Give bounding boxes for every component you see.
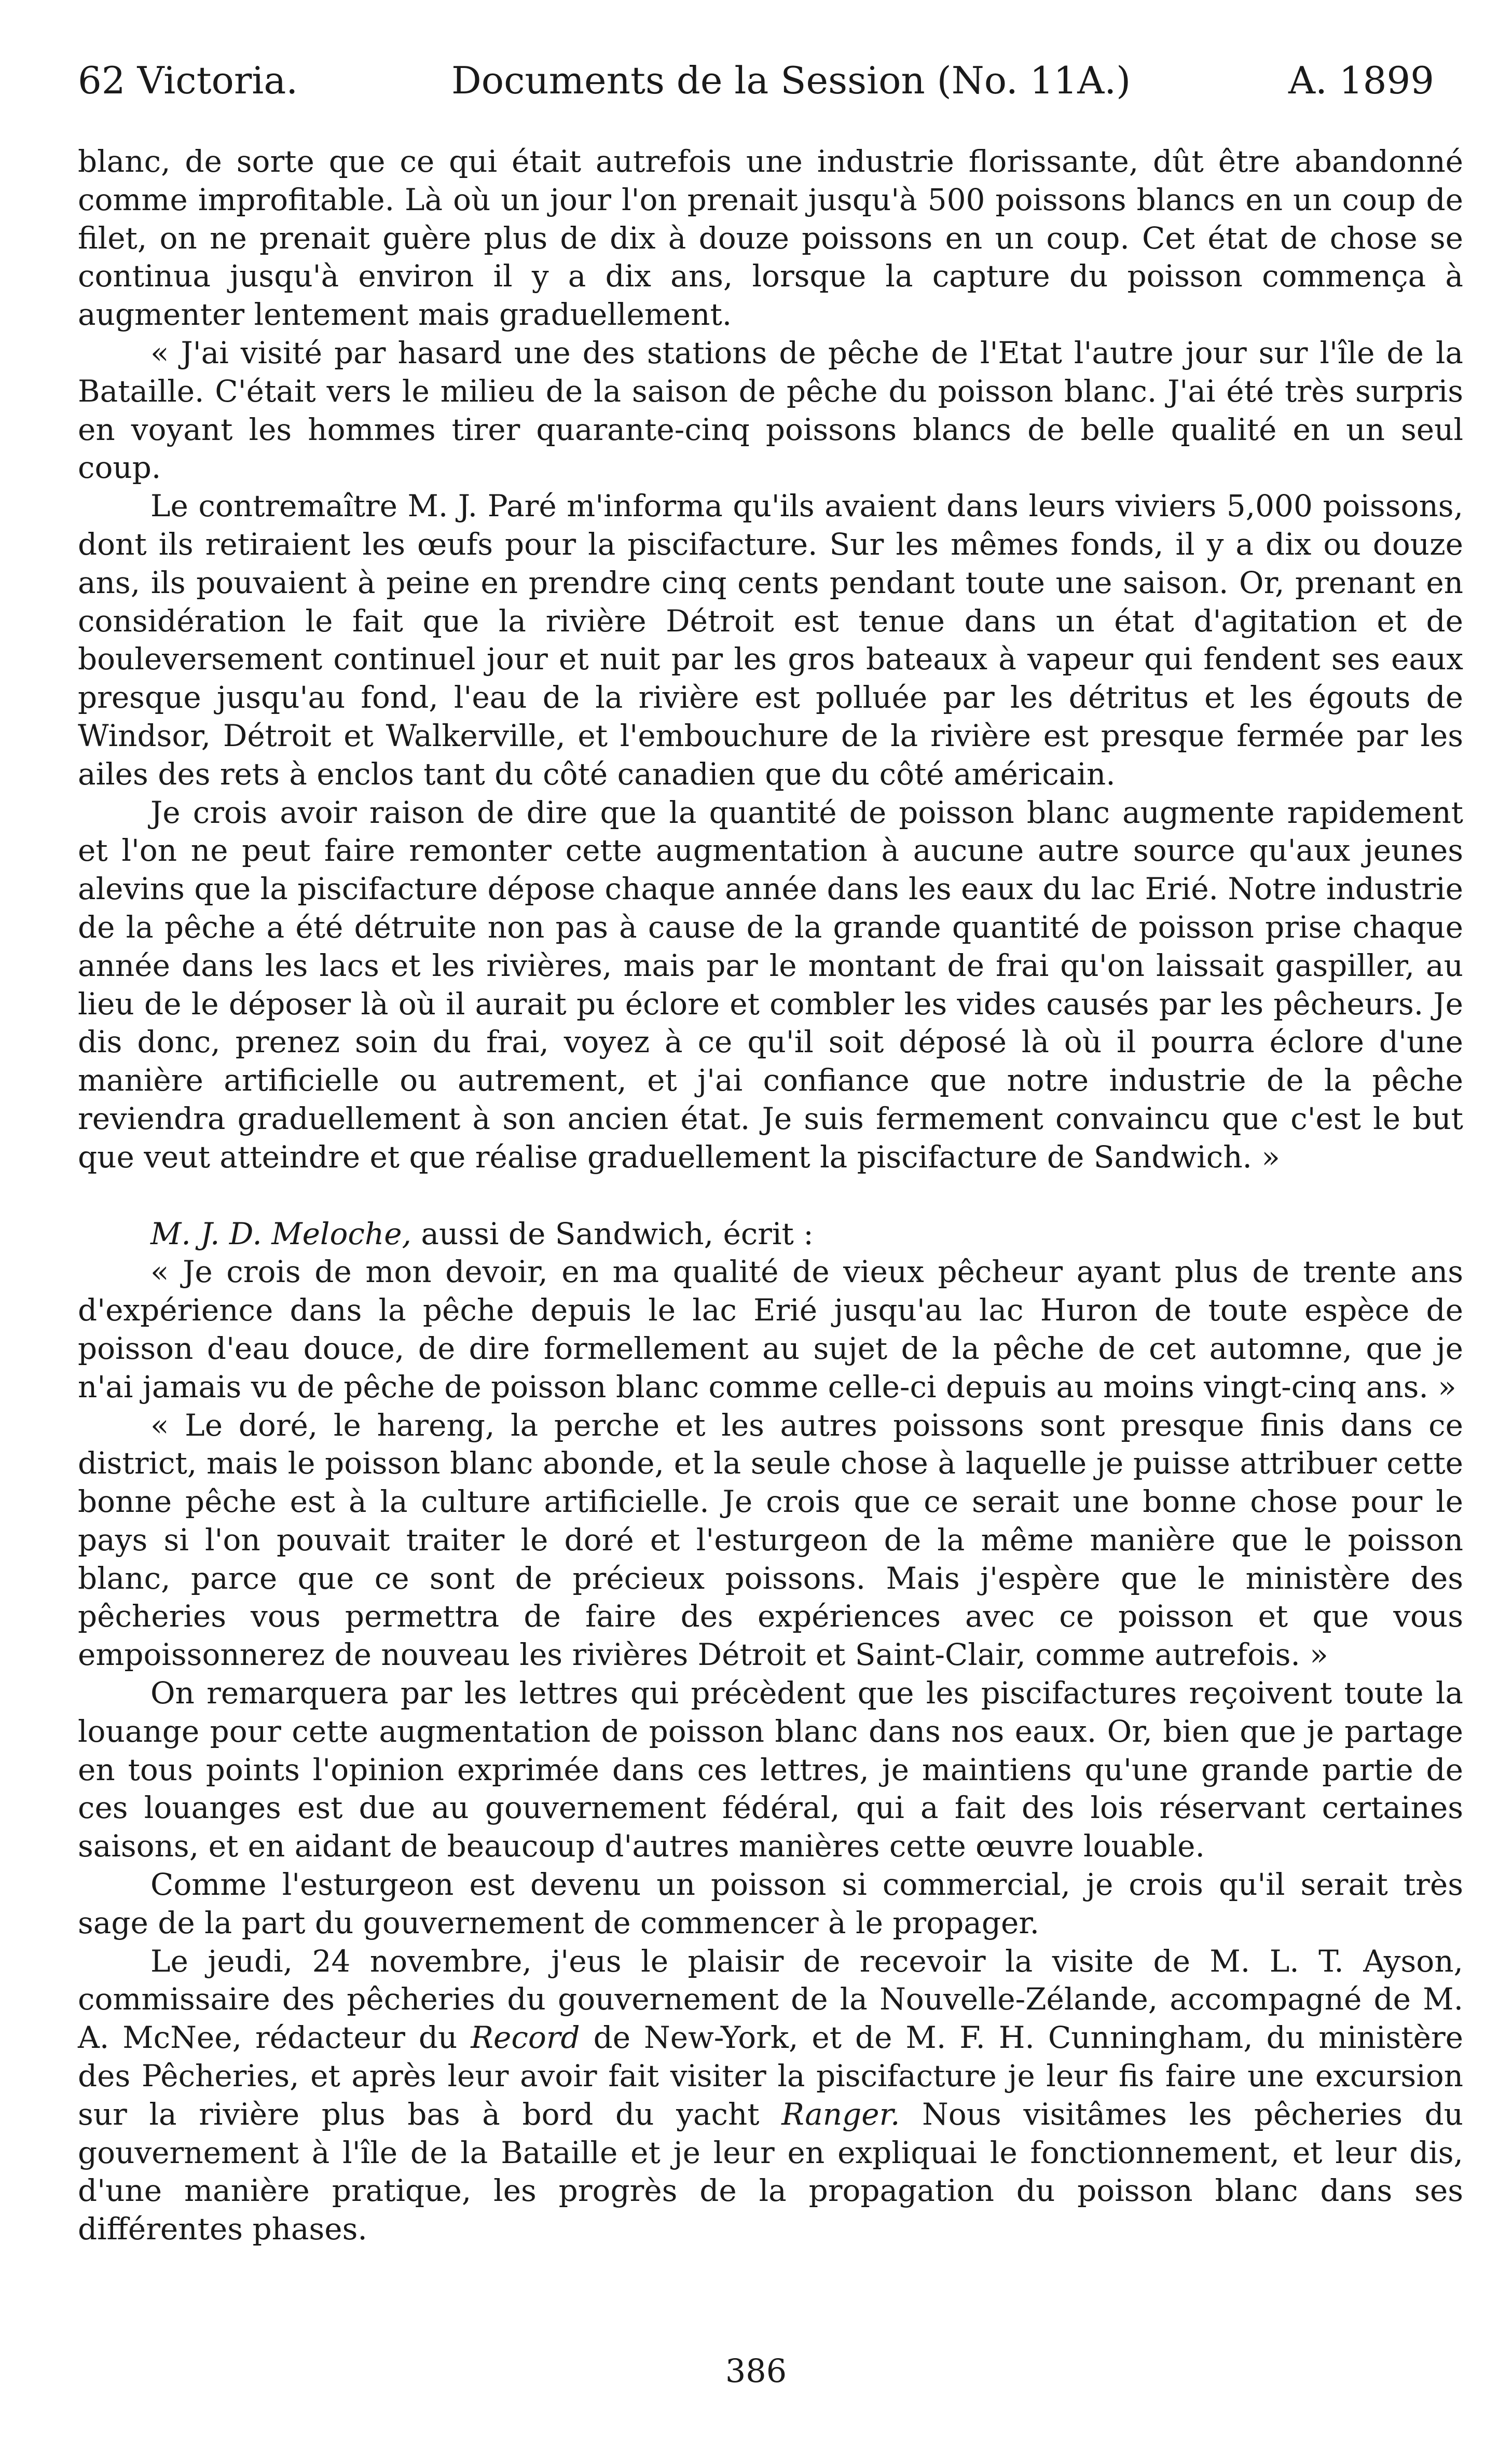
visit-text-b: de New-York, et de M. F. H. Cunningham, du ministère des Pêcheries, et après leur avoir fait visiter la piscifacture je leur fis faire une excursion sur la rivière plus bas à bord du yacht [78, 2020, 1463, 2132]
record-title: Record [471, 2020, 580, 2056]
paragraph-sturgeon: Comme l'esturgeon est devenu un poisson si commercial, je crois qu'il serait très sage de la part du gouvernement de commencer à le propager. [78, 1867, 1463, 1940]
paragraph-whitefish-increase: Je crois avoir raison de dire que la quantité de poisson blanc augmente rapidement et l'on ne peut faire remonter cette augmentation à aucune autre source qu'aux jeunes alevins que la piscifacture dépose chaque année dans les eaux du lac Erié. Notre industrie de la pêche a été détruite non pas à cause de la grande quantité de poisson prise chaque année dans les lacs et les rivières, mais par le montant de frai qu'on laissait gaspiller, au lieu de le déposer là où il aurait pu éclore et combler les vides causés par les pêcheurs. Je dis donc, prenez soin du frai, voyez à ce qu'il soit déposé là où il pourra éclore d'une manière artificielle ou autrement, et j'ai confiance que notre industrie de la pêche reviendra graduellement à son ancien état. Je suis fermement convaincu que c'est le but que veut atteindre et que réalise graduellement la piscifacture de Sandwich. » [78, 794, 1463, 1175]
paragraph-foreman: Le contremaître M. J. Paré m'informa qu'ils avaient dans leurs viviers 5,000 poissons, dont ils retiraient les œufs pour la piscifacture. Sur les mêmes fonds, il y a dix ou douze ans, ils pouvaient à peine en prendre cinq cents pendant toute une saison. Or, prenant en considération le fait que la rivière Détroit est tenue dans un état d'agitation et de bouleversement continuel jour et nuit par les gros bateaux à vapeur qui fendent ses eaux presque jusqu'au fond, l'eau de la rivière est polluée par les détritus et les égouts de Windsor, Détroit et Walkerville, et l'embouchure de la rivière est presque fermée par les ailes des rets à enclos tant du côté canadien que du côté américain. [78, 488, 1463, 792]
yacht-name: Ranger. [781, 2096, 900, 2132]
paragraph-meloche-quote-1: « Je crois de mon devoir, en ma qualité de vieux pêcheur ayant plus de trente ans d'expérience dans la pêche depuis le lac Erié jusqu'au lac Huron de toute espèce de poisson d'eau douce, de dire formellement au sujet de la pêche de cet automne, que je n'ai jamais vu de pêche de poisson blanc comme celle-ci depuis au moins vingt-cinq ans. » [78, 1254, 1463, 1404]
page-number: 386 [725, 2352, 787, 2390]
author-intro-text: aussi de Sandwich, écrit : [411, 1216, 814, 1251]
visit-text-c: Nous visitâmes les pêcheries du gouvernement à l'île de la Bataille et je leur en expliquai le fonctionnement, et leur dis, d'une manière pratique, les progrès de la propagation du poisson blanc dans ses différentes phases. [78, 2096, 1463, 2247]
visit-text-a: Le jeudi, 24 novembre, j'eus le plaisir de recevoir la visite de M. L. T. Ayson, commissaire des pêcheries du gouvernement de la Nouvelle-Zélande, accompagné de M. A. McNee, rédacteur du [78, 1943, 1463, 2056]
header-title: Documents de la Session (No. 11A.) [451, 59, 1131, 102]
paragraph-quote-visit: « J'ai visité par hasard une des stations de pêche de l'Etat l'autre jour sur l'île de la Bataille. C'était vers le milieu de la saison de pêche du poisson blanc. J'ai été très surpris en voyant les hommes tirer quarante-cinq poissons blancs de belle qualité en un seul coup. [78, 335, 1463, 486]
author-name: M. J. D. Meloche, [150, 1216, 411, 1251]
header-year: A. 1899 [1288, 59, 1434, 102]
header-volume: 62 Victoria. [78, 59, 298, 102]
paragraph-continuation: blanc, de sorte que ce qui était autrefois une industrie florissante, dût être abandonné comme improfitable. Là où un jour l'on prenait jusqu'à 500 poissons blancs en un coup de filet, on ne prenait guère plus de dix à douze poissons en un coup. Cet état de chose se continua jusqu'à environ il y a dix ans, lorsque la capture du poisson commença à augmenter lentement mais graduellement. [78, 144, 1463, 333]
body-text [78, 143, 1463, 2249]
paragraph-meloche-intro [78, 1215, 1463, 1254]
paragraph-meloche-quote-2: « Le doré, le hareng, la perche et les autres poissons sont presque finis dans ce district, mais le poisson blanc abonde, et la seule chose à laquelle je puisse attribuer cette bonne pêche est à la culture artificielle. Je crois que ce serait une bonne chose pour le pays si l'on pouvait traiter le doré et l'esturgeon de la même manière que le poisson blanc, parce que ce sont de précieux poissons. Mais j'espère que le ministère des pêcheries vous permettra de faire des expériences avec ce poisson et que vous empoissonnerez de nouveau les rivières Détroit et Saint-Clair, comme autrefois. » [78, 1407, 1463, 1673]
paragraph-ayson-visit [78, 1943, 1463, 2249]
running-header [78, 52, 1434, 109]
paragraph-praise: On remarquera par les lettres qui précèdent que les piscifactures reçoivent toute la louange pour cette augmentation de poisson blanc dans nos eaux. Or, bien que je partage en tous points l'opinion exprimée dans ces lettres, je maintiens qu'une grande partie de ces louanges est due au gouvernement fédéral, qui a fait des lois réservant certaines saisons, et en aidant de beaucoup d'autres manières cette œuvre louable. [78, 1675, 1463, 1864]
